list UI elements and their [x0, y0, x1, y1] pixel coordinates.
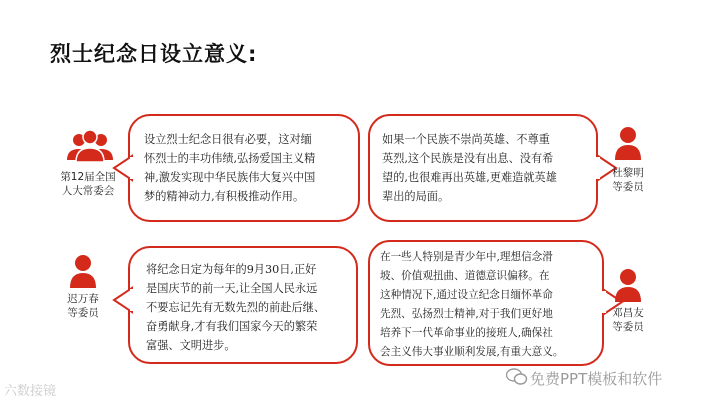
speaker-avatar-2 [613, 126, 643, 160]
bubble-text: 设立烈士纪念日很有必要，这对缅 怀烈士的丰功伟绩,弘扬爱国主义精 神,激发实现中华民族伟大复兴中国 梦的精神动力,有积极推动作用。 [144, 133, 316, 203]
wechat-icon [506, 368, 528, 390]
speech-bubble-2 [368, 114, 598, 222]
person-icon [613, 126, 643, 160]
people-group-icon [64, 128, 116, 168]
page-title: 烈士纪念日设立意义: [50, 42, 258, 66]
speaker-avatar-4 [613, 268, 643, 302]
speech-bubble-4 [368, 240, 604, 366]
speaker-label: 第12届全国 人大常委会 [60, 171, 116, 197]
speaker-label: 迟万春 等委员 [67, 293, 99, 319]
speaker-label: 杜黎明 等委员 [612, 167, 644, 193]
person-icon [68, 254, 98, 288]
speaker-label: 邓昌友 等委员 [612, 307, 644, 333]
speech-bubble-3 [128, 246, 358, 364]
speaker-avatar-1 [64, 128, 116, 168]
bubble-text: 将纪念日定为每年的9月30日,正好 是国庆节的前一天,让全国人民永远 不要忘记先有无数先烈的前赴后继、 奋勇献身,才有我们国家今天的繁荣 富强、文明进步。 [146, 263, 326, 352]
watermark-left: 六数接镜 [4, 384, 57, 399]
bubble-tail [114, 288, 134, 312]
person-icon [613, 268, 643, 302]
speech-bubble-1 [128, 114, 360, 222]
speaker-avatar-3 [68, 254, 98, 288]
bubble-text: 在一些人特别是青少年中,理想信念滑 坡、价值观扭曲、道德意识偏移。在 这种情况下,通过设立纪念日缅怀革命 先烈、弘扬烈士精神,对于我们更好地 培养下一代革命事业的接班人,确保社 会主义伟大事业顺利发展,有重大意义。 [380, 251, 564, 358]
watermark-right: 免费PPT模板和软件 [530, 370, 663, 388]
bubble-text: 如果一个民族不崇尚英雄、不尊重 英烈,这个民族是没有出息、没有希 望的,也很难再出英雄,更难造就英雄 辈出的局面。 [382, 133, 557, 203]
